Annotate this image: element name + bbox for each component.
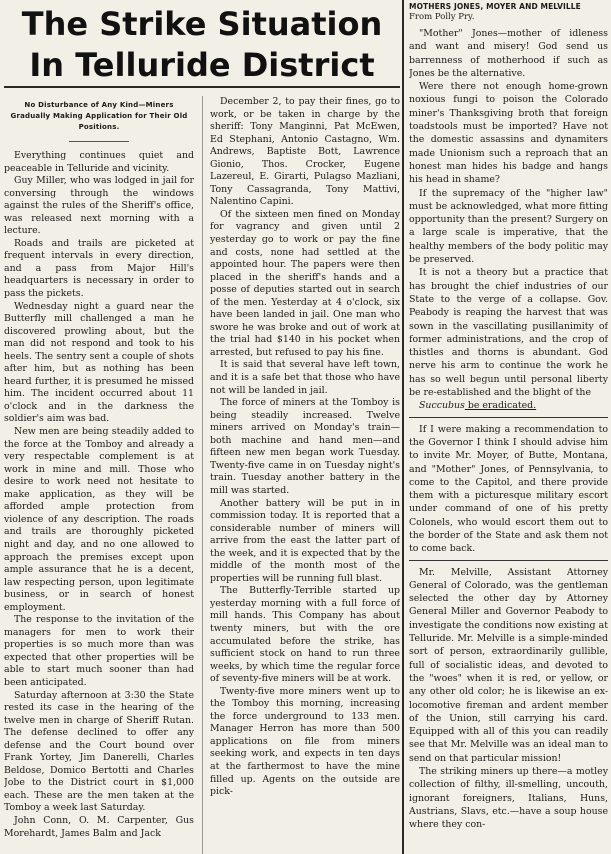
paragraph: Twenty-five more miners went up to the Tomboy this morning, increasing the force underground to 133 men. Manager Herron has more than 500 applications on file from miners seeking work, and expects in ten days at the farthermost to have the mine filled up. Agents on the outside are pick-	[210, 685, 400, 798]
paragraph: The Butterfly-Terrible started up yesterday morning with a full force of mill hands. This Company has about twenty miners, but with the ore accumulated before the strike, has sufficient stock on hand to run three weeks, by which time the regular force of seventy-five miners will be at work.	[210, 585, 400, 685]
paragraph: Mr. Melville, Assistant Attorney General of Colorado, was the gentleman selected the other day by Attorney General Miller and Governor Peabody to investigate the conditions now existing at Telluride. Mr. Melville is a simple-minded sort of person, extraordinarily gullible, full of socialistic ideas, and devoted to the "woes" when it is red, or yellow, or any other old color; he is likewise an ex-locomotive fireman and ardent member of the Union, still carrying his card. Equipped with all of this you can readily see that Mr. Melville was an ideal man to send on that particular mission!	[409, 566, 608, 764]
page-column-rule	[402, 0, 404, 854]
succubus-line	[409, 399, 608, 412]
side-article	[409, 0, 608, 854]
column-1-body	[4, 150, 194, 840]
paragraph: If I were making a recommendation to the Governor I think I should advise him to invite Mr. Moyer, of Butte, Montana, and "Mother" Jones, of Pennsylvania, to come to the Capitol, and there provide them with a picturesque military escort under command of one of his pretty Colonels, who would escort them out to the border of the State and ask them not to come back.	[409, 423, 608, 555]
article-column-1	[4, 96, 194, 854]
succubus-tail: be eradicated.	[464, 400, 537, 412]
paragraph: Saturday afternoon at 3:30 the State rested its case in the hearing of the twelve men in charge of Sheriff Rutan. The defense declined to offer any defense and the Court bound over Frank Yortey, Jim Danerelli, Charles Beldose, Domico Bertotti and Charles Jobe to the District court in $1,000 each. These are the men taken at the Tomboy a week last Saturday.	[4, 689, 194, 814]
paragraph: Guy Miller, who was lodged in jail for conversing through the windows against the rules of the Sheriff's office, was released next morning with a lecture.	[4, 175, 194, 237]
column-divider	[202, 96, 203, 854]
paragraph: John Conn, O. M. Carpenter, Gus Morehardt, James Balm and Jack	[4, 814, 194, 839]
headline	[4, 0, 400, 88]
paragraph: Wednesday night a guard near the Butterfly mill challenged a man he discovered prowling about, but the man did not respond and took to his heels. The sentry sent a couple of shots after him, but as nothing has been heard further, it is presumed he missed him. The incident occurred about 11 o'clock and in the darkness the soldier's aim was bad.	[4, 300, 194, 425]
side-article-title: MOTHERS JONES, MOYER AND MELVILLE	[409, 2, 581, 11]
side-article-body-1	[409, 27, 608, 399]
section-rule-1	[409, 417, 608, 418]
article-deck: No Disturbance of Any Kind—Miners Gradually Making Application for Their Old Positions.	[10, 101, 188, 131]
paragraph: The force of miners at the Tomboy is being steadily increased. Twelve miners arrived on Monday's train—both machine and hand men—and fifteen new men began work Tuesday. Twenty-five came in on Tuesday night's train. Tuesday another battery in the mill was started.	[210, 397, 400, 496]
paragraph: If the supremacy of the "higher law" must be acknowledged, what more fitting opportunity than the present? Surgery on a large scale is imperative, that the healthy members of the body politic may be preserved.	[409, 187, 608, 266]
paragraph: Roads and trails are picketed at frequent intervals in every direction, and a pass from Major Hill's headquarters is necessary in order to pass the pickets.	[4, 237, 194, 300]
paragraph: Of the sixteen men fined on Monday for vagrancy and given until 2 yesterday go to work or pay the fine and costs, none had settled at the appointed hour. The papers were then placed in the sheriff's hands and a posse of deputies started out in search of the men. Yesterday at 4 o'clock, six have been landed in jail. One man who swore he was broke and out of work at the trial had $140 in his pocket when arrested, but refused to pay his fine.	[210, 208, 400, 358]
paragraph: New men are being steadily added to the force at the Tomboy and already a very respectable complement is at work in mine and mill. Those who desire to work need not hesitate to make application, as they will be afforded ample protection from violence of any description. The roads and trails are thoroughly picketed night and day, and no one allowed to approach the premises except upon ample assurance that he is a decent, law respecting person, upon legitimate business, or in search of honest employment.	[4, 426, 194, 613]
paragraph: The response to the invitation of the managers for men to work their properties is so much more than was expected that other properties will be able to start much sooner than had been anticipated.	[4, 614, 194, 688]
headline-line-1: The Strike Situation	[21, 5, 383, 43]
paragraph: It is said that several have left town, and it is a safe bet that those who have not will be landed in jail.	[210, 359, 400, 396]
paragraph: "Mother" Jones—mother of idleness and want and misery! God send us barrenness of motherhood if such as Jones be the alternative.	[409, 28, 608, 79]
paragraph: December 2, to pay their fines, go to work, or be taken in charge by the sheriff: Tony Manginni, Pat McEwen, Ed Stephani, Antonio Castagno, Wm. Andrews, Baptiste Bott, Lawrence Gionio, Thos. Crocker, Eugene Lazereul, E. Girarti, Pulagso Mazliani, Tony Cassagranda, Tony Mattivi, Nalentino Capini.	[210, 96, 400, 208]
column-2-body	[210, 96, 400, 799]
side-article-byline: From Polly Pry.	[409, 12, 475, 22]
paragraph: Everything continues quiet and peaceable in Telluride and vicinity.	[4, 150, 194, 174]
paragraph: It is not a theory but a practice that has brought the chief industries of our State to the verge of a collapse. Gov. Peabody is reaping the harvest that was sown in the vascillating pusillanimity of former administrations, and the crop of thistles and thorns is abundant. God nerve his arm to continue the work he has so well begun until personal liberty be re-established and the blight of the	[409, 267, 608, 399]
paragraph: The striking miners up there—a motley collection of filthy, ill-smelling, uncouth, ignorant foreigners, Italians, Huns, Austrians, Slavs, etc.—have a soup house where they con-	[409, 766, 608, 831]
side-article-body-3	[409, 566, 608, 832]
article-column-2	[210, 96, 400, 854]
article-columns	[4, 96, 400, 854]
side-article-body-2	[409, 423, 608, 556]
deck-rule	[69, 141, 129, 142]
paragraph: Another battery will be put in in commission today. It is reported that a considerable number of miners will arrive from the east the latter part of the week, and it is expected that by the middle of the month most of the properties will be running full blast.	[210, 497, 400, 584]
main-article	[4, 0, 400, 854]
succubus-word: Succubus	[419, 400, 465, 412]
section-rule-2	[409, 560, 608, 561]
paragraph: Were there not enough home-grown noxious fungi to poison the Colorado miner's Thanksgiving broth that foreign toadstools must be imported? Have not the domestic assassins and dynamiters made Unionism such a reproach that an honest man hides his badge and hangs his head in shame?	[409, 81, 608, 186]
headline-line-2: In Telluride District	[29, 46, 375, 84]
